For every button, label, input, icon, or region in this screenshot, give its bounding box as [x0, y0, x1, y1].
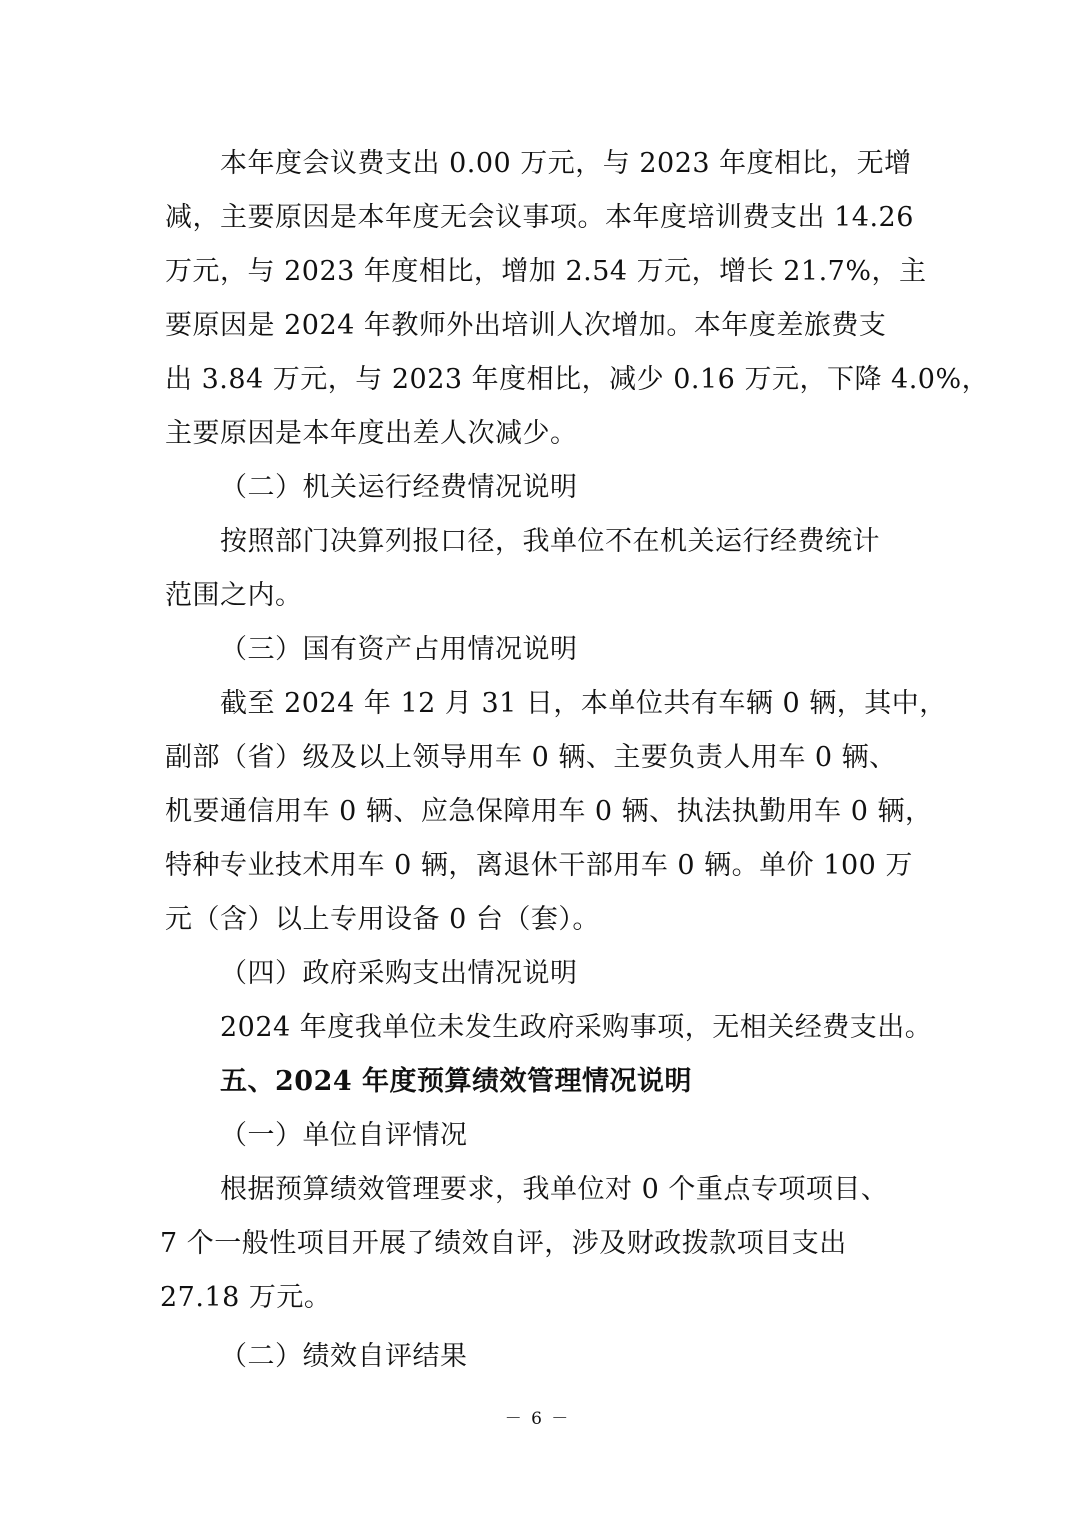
paragraph-line: 要原因是 2024 年教师外出培训人次增加。本年度差旅费支 [165, 310, 887, 341]
paragraph-line: 副部（省）级及以上领导用车 0 辆、主要负责人用车 0 辆、 [165, 742, 897, 773]
paragraph-line: 按照部门决算列报口径，我单位不在机关运行经费统计 [220, 526, 880, 557]
paragraph-line: 减，主要原因是本年度无会议事项。本年度培训费支出 14.26 [165, 202, 914, 233]
section-heading: （三）国有资产占用情况说明 [220, 634, 578, 665]
paragraph-line: 机要通信用车 0 辆、应急保障用车 0 辆、执法执勤用车 0 辆， [165, 796, 933, 827]
paragraph-line: 万元，与 2023 年度相比，增加 2.54 万元，增长 21.7%，主 [165, 256, 927, 287]
chapter-heading: 五、2024 年度预算绩效管理情况说明 [220, 1066, 693, 1097]
paragraph-line: 元（含）以上专用设备 0 台（套）。 [165, 904, 600, 935]
paragraph-line: 截至 2024 年 12 月 31 日，本单位共有车辆 0 辆，其中， [220, 688, 947, 719]
page-number: － 6 － [504, 1409, 571, 1429]
paragraph-line: 主要原因是本年度出差人次减少。 [165, 418, 578, 449]
paragraph-line: 出 3.84 万元，与 2023 年度相比，减少 0.16 万元，下降 4.0%， [165, 364, 990, 395]
paragraph-line: 7 个一般性项目开展了绩效自评，涉及财政拨款项目支出 [160, 1228, 847, 1259]
section-heading: （二）机关运行经费情况说明 [220, 472, 578, 503]
paragraph-line: 2024 年度我单位未发生政府采购事项，无相关经费支出。 [220, 1012, 933, 1043]
paragraph-line: 本年度会议费支出 0.00 万元，与 2023 年度相比，无增 [220, 148, 912, 179]
paragraph-line: 根据预算绩效管理要求，我单位对 0 个重点专项项目、 [220, 1174, 889, 1205]
section-heading: （二）绩效自评结果 [220, 1341, 468, 1372]
paragraph-line: 特种专业技术用车 0 辆，离退休干部用车 0 辆。单价 100 万 [165, 850, 913, 881]
paragraph-line: 27.18 万元。 [160, 1282, 332, 1313]
section-heading: （四）政府采购支出情况说明 [220, 958, 578, 989]
section-heading: （一）单位自评情况 [220, 1120, 468, 1151]
paragraph-line: 范围之内。 [165, 580, 303, 611]
